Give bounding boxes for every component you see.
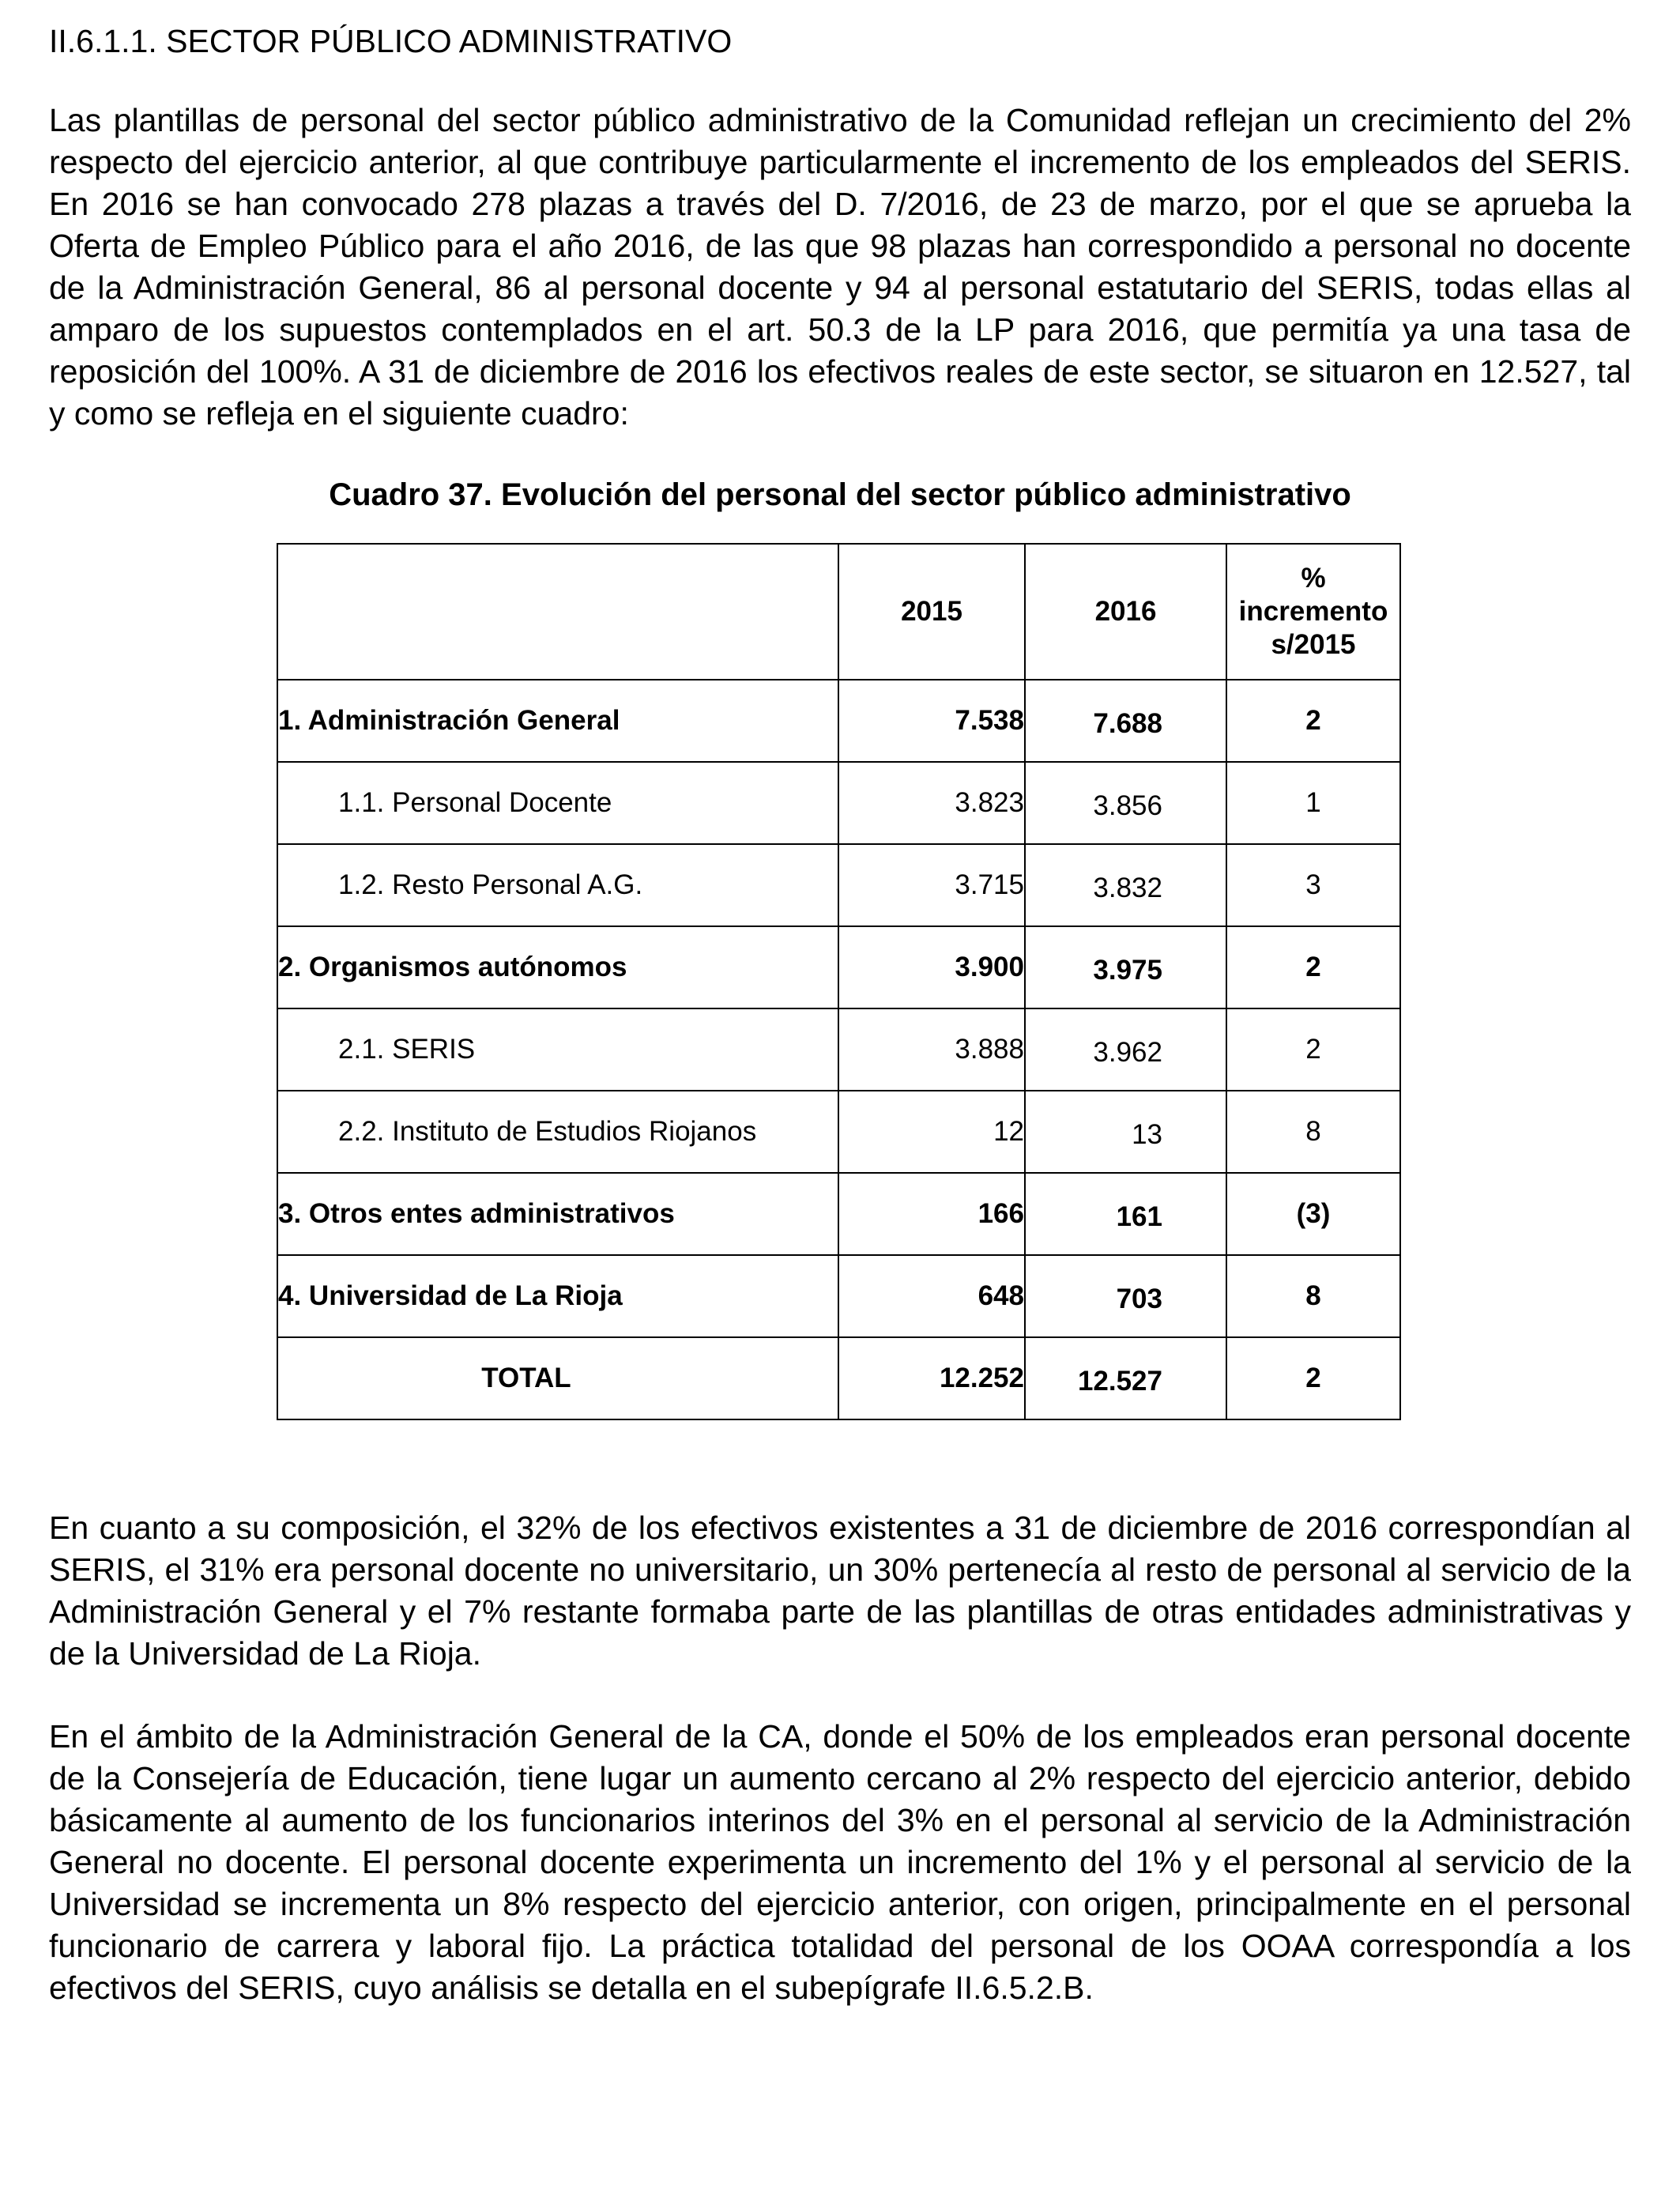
row-label: 2.1. SERIS <box>277 1008 838 1091</box>
row-2016: 7.688 <box>1025 680 1226 762</box>
staff-evolution-table <box>277 543 1401 1420</box>
table-row <box>277 1008 1400 1091</box>
table-row <box>277 680 1400 762</box>
row-2015: 3.715 <box>838 844 1025 926</box>
table-header-row <box>277 544 1400 680</box>
row-label: 1. Administración General <box>277 680 838 762</box>
row-2015: 3.823 <box>838 762 1025 844</box>
row-2016: 161 <box>1025 1173 1226 1255</box>
row-2015: 7.538 <box>838 680 1025 762</box>
total-label: TOTAL <box>277 1337 838 1419</box>
row-2016: 3.856 <box>1025 762 1226 844</box>
row-pct: 2 <box>1226 680 1400 762</box>
row-label: 4. Universidad de La Rioja <box>277 1255 838 1337</box>
row-2016: 3.962 <box>1025 1008 1226 1091</box>
row-pct: 1 <box>1226 762 1400 844</box>
table-row <box>277 844 1400 926</box>
row-2016: 3.832 <box>1025 844 1226 926</box>
section-heading: II.6.1.1. SECTOR PÚBLICO ADMINISTRATIVO <box>49 23 733 59</box>
row-2015: 3.900 <box>838 926 1025 1008</box>
row-pct: 2 <box>1226 926 1400 1008</box>
row-pct: 8 <box>1226 1091 1400 1173</box>
table-row <box>277 926 1400 1008</box>
spacer <box>49 1420 1631 1507</box>
header-pct-line3: s/2015 <box>1271 629 1356 660</box>
row-2015: 648 <box>838 1255 1025 1337</box>
row-label: 2. Organismos autónomos <box>277 926 838 1008</box>
table-title: Cuadro 37. Evolución del personal del sector público administrativo <box>329 477 1351 512</box>
table-row <box>277 1091 1400 1173</box>
row-2015: 166 <box>838 1173 1025 1255</box>
row-pct: 8 <box>1226 1255 1400 1337</box>
row-pct: 3 <box>1226 844 1400 926</box>
row-label: 1.2. Resto Personal A.G. <box>277 844 838 926</box>
row-label: 3. Otros entes administrativos <box>277 1173 838 1255</box>
paragraph-administration: En el ámbito de la Administración General de la CA, donde el 50% de los empleados eran personal docente de la Consejería de Educación, tiene lugar un aumento cercano al 2% respecto del ejercicio anterior, debido básicamente al aumento de los funcionarios interinos del 3% en el personal al servicio de la Administración General no docente. El personal docente experimenta un incremento del 1% y el personal al servicio de la Universidad se incrementa un 8% respecto del ejercicio anterior, con origen, principalmente en el personal funcionario de carrera y laboral fijo. La práctica totalidad del personal de los OOAA correspondía a los efectivos del SERIS, cuyo análisis se detalla en el subepígrafe II.6.5.2.B. <box>49 1718 1631 2006</box>
row-2015: 3.888 <box>838 1008 1025 1091</box>
header-label <box>277 544 838 680</box>
table-row <box>277 762 1400 844</box>
paragraph-intro: Las plantillas de personal del sector público administrativo de la Comunidad reflejan un crecimiento del 2% respecto del ejercicio anterior, al que contribuye particularmente el incremento de los empleados del SERIS. En 2016 se han convocado 278 plazas a través del D. 7/2016, de 23 de marzo, por el que se aprueba la Oferta de Empleo Público para el año 2016, de las que 98 plazas han correspondido a personal no docente de la Administración General, 86 al personal docente y 94 al personal estatutario del SERIS, todas ellas al amparo de los supuestos contemplados en el art. 50.3 de la LP para 2016, que permitía ya una tasa de reposición del 100%. A 31 de diciembre de 2016 los efectivos reales de este sector, se situaron en 12.527, tal y como se refleja en el siguiente cuadro: <box>49 102 1631 432</box>
total-pct: 2 <box>1226 1337 1400 1419</box>
table-row <box>277 1173 1400 1255</box>
row-2016: 703 <box>1025 1255 1226 1337</box>
row-pct: 2 <box>1226 1008 1400 1091</box>
row-label: 2.2. Instituto de Estudios Riojanos <box>277 1091 838 1173</box>
header-2016: 2016 <box>1025 544 1226 680</box>
total-2016: 12.527 <box>1025 1337 1226 1419</box>
table-row <box>277 1255 1400 1337</box>
document-page <box>49 22 1631 2009</box>
row-2016: 13 <box>1025 1091 1226 1173</box>
header-pct-line2: incremento <box>1238 596 1388 627</box>
row-pct: (3) <box>1226 1173 1400 1255</box>
table-total-row <box>277 1337 1400 1419</box>
header-pct <box>1226 544 1400 680</box>
spacer <box>49 1675 1631 1716</box>
header-pct-line1: % <box>1301 563 1326 594</box>
row-2016: 3.975 <box>1025 926 1226 1008</box>
row-label: 1.1. Personal Docente <box>277 762 838 844</box>
row-2015: 12 <box>838 1091 1025 1173</box>
total-2015: 12.252 <box>838 1337 1025 1419</box>
paragraph-composition: En cuanto a su composición, el 32% de los efectivos existentes a 31 de diciembre de 2016 correspondían al SERIS, el 31% era personal docente no universitario, un 30% pertenecía al resto de personal al servicio de la Administración General y el 7% restante formaba parte de las plantillas de otras entidades administrativas y de la Universidad de La Rioja. <box>49 1510 1631 1672</box>
header-2015: 2015 <box>838 544 1025 680</box>
